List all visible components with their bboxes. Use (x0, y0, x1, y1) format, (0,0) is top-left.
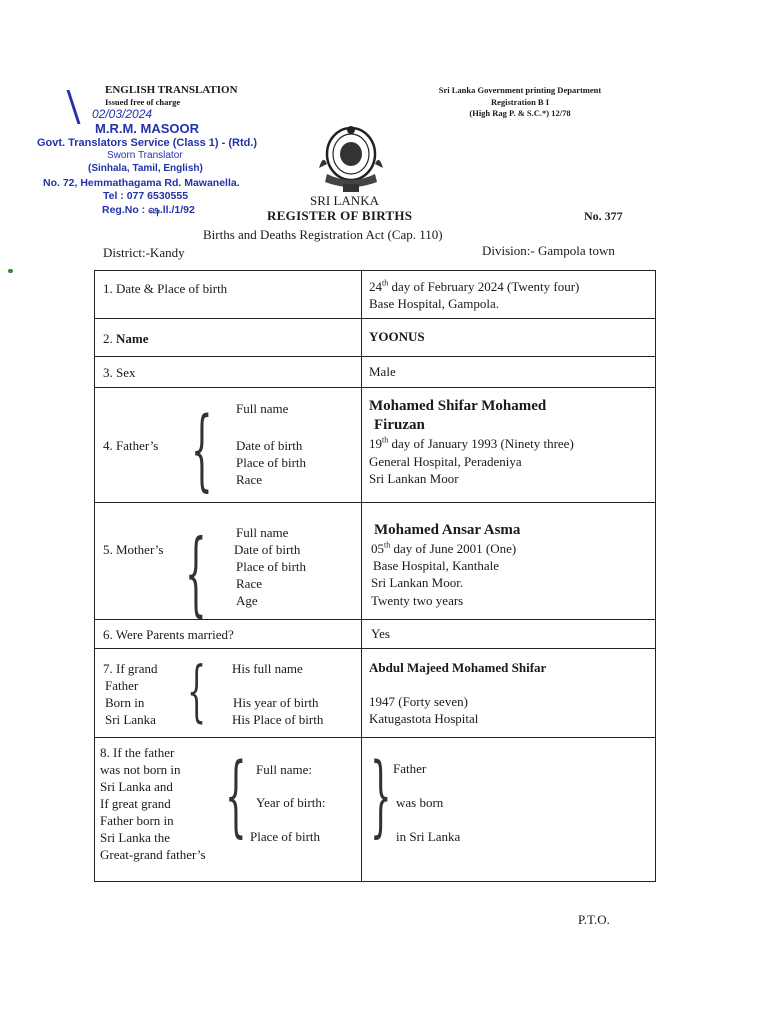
district: District:-Kandy (103, 245, 185, 260)
row1-label: 1. Date & Place of birth (103, 281, 228, 296)
row8-label-6: Sri Lanka the (100, 830, 171, 845)
registration-act: Births and Deaths Registration Act (Cap. 110) (203, 227, 443, 242)
mother-field-name: Full name (236, 525, 289, 540)
mother-field-age: Age (236, 593, 258, 608)
column-divider (361, 271, 362, 882)
country-name: SRI LANKA (310, 193, 379, 208)
row7-label-2: Father (105, 678, 139, 693)
mother-field-race: Race (236, 576, 262, 591)
row8-label-3: Sri Lanka and (100, 779, 173, 794)
brace-icon: { (187, 654, 207, 731)
row8-label-5: Father born in (100, 813, 174, 828)
row1-date: 24th day of February 2024 (Twenty four) (369, 278, 580, 294)
page-turn-over: P.T.O. (578, 912, 610, 927)
father-field-race: Race (236, 472, 262, 487)
greatgrand-value-3: in Sri Lanka (396, 829, 461, 844)
row-divider (95, 318, 656, 319)
gov-registration: Registration B I (490, 97, 550, 107)
greatgrand-value-2: was born (396, 795, 444, 810)
mother-dob: 05th day of June 2001 (One) (371, 540, 517, 556)
row1-place: Base Hospital, Gampola. (369, 296, 499, 311)
row8-label-4: If great grand (100, 796, 171, 811)
stamp-role: Sworn Translator (107, 150, 183, 161)
green-mark (8, 269, 13, 273)
row-divider (95, 737, 656, 738)
stamp-date: 02/03/2024 (92, 107, 153, 121)
row7-label-3: Born in (105, 695, 145, 710)
row-divider (95, 502, 656, 503)
row-divider (95, 356, 656, 357)
birth-register-table (94, 270, 656, 882)
stamp-service: Govt. Translators Service (Class 1) - (Rtd.) (37, 137, 258, 149)
father-field-dob: Date of birth (236, 438, 303, 453)
mother-pob: Base Hospital, Kanthale (373, 558, 499, 573)
grandfather-place: Katugastota Hospital (369, 711, 479, 726)
translation-title: ENGLISH TRANSLATION (105, 84, 238, 96)
row8-label-7: Great-grand father’s (100, 847, 206, 862)
row-divider (95, 619, 656, 620)
row-divider (95, 648, 656, 649)
row4-label: 4. Father’s (103, 438, 159, 453)
greatgrand-field-name: Full name: (256, 762, 312, 777)
row7-label-1: 7. If grand (103, 661, 158, 676)
row6-label: 6. Were Parents married? (103, 627, 234, 642)
grandfather-name: Abdul Majeed Mohamed Shifar (369, 660, 547, 675)
division: Division:- Gampola town (482, 243, 615, 258)
grandfather-field-place: His Place of birth (232, 712, 324, 727)
brace-icon: { (225, 745, 247, 849)
mother-field-dob: Date of birth (234, 542, 301, 557)
gov-ref: (High Rag P. & S.C.*) 12/78 (469, 108, 571, 118)
row8-label-1: 8. If the father (100, 745, 175, 760)
parents-married-value: Yes (371, 626, 390, 641)
father-name-line2: Firuzan (374, 417, 425, 433)
greatgrand-value-1: Father (393, 761, 427, 776)
father-pob: General Hospital, Peradeniya (369, 454, 522, 469)
greatgrand-field-year: Year of birth: (256, 795, 326, 810)
signature-tick (66, 90, 94, 124)
father-field-pob: Place of birth (236, 455, 307, 470)
grandfather-field-year: His year of birth (233, 695, 319, 710)
sri-lanka-emblem-icon (313, 124, 389, 196)
mother-field-pob: Place of birth (236, 559, 307, 574)
row2-label: 2. Name (103, 331, 149, 346)
father-race: Sri Lankan Moor (369, 471, 459, 486)
stamp-tel: Tel : 077 6530555 (103, 190, 189, 202)
stamp-languages: (Sinhala, Tamil, English) (88, 163, 203, 174)
register-title: REGISTER OF BIRTHS (267, 208, 413, 223)
row7-label-4: Sri Lanka (105, 712, 156, 727)
sex-value: Male (369, 364, 396, 379)
row3-label: 3. Sex (103, 365, 136, 380)
row8-label-2: was not born in (100, 762, 181, 777)
row5-label: 5. Mother’s (103, 542, 164, 557)
grandfather-field-name: His full name (232, 661, 303, 676)
grandfather-year: 1947 (Forty seven) (369, 694, 468, 709)
brace-icon: { (191, 399, 213, 503)
greatgrand-field-place: Place of birth (250, 829, 321, 844)
register-number: No. 377 (584, 209, 623, 223)
stamp-address: No. 72, Hemmathagama Rd. Mawanella. (43, 177, 240, 189)
mother-race: Sri Lankan Moor. (371, 575, 464, 590)
father-dob: 19th day of January 1993 (Ninety three) (369, 435, 574, 451)
brace-icon: { (185, 521, 207, 629)
father-name-line1: Mohamed Shifar Mohamed (369, 398, 547, 414)
row-divider (95, 387, 656, 388)
gov-dept: Sri Lanka Government printing Department (438, 85, 602, 95)
mother-age: Twenty two years (371, 593, 464, 608)
closing-brace-icon: } (370, 745, 392, 849)
child-name: YOONUS (369, 329, 425, 344)
stamp-name: M.R.M. MASOOR (95, 121, 199, 136)
mother-name: Mohamed Ansar Asma (374, 522, 521, 538)
issued-note: Issued free of charge (105, 97, 181, 107)
father-field-name: Full name (236, 401, 289, 416)
stamp-reg: Reg.No : ஷ.ll./1/92 (102, 204, 195, 216)
